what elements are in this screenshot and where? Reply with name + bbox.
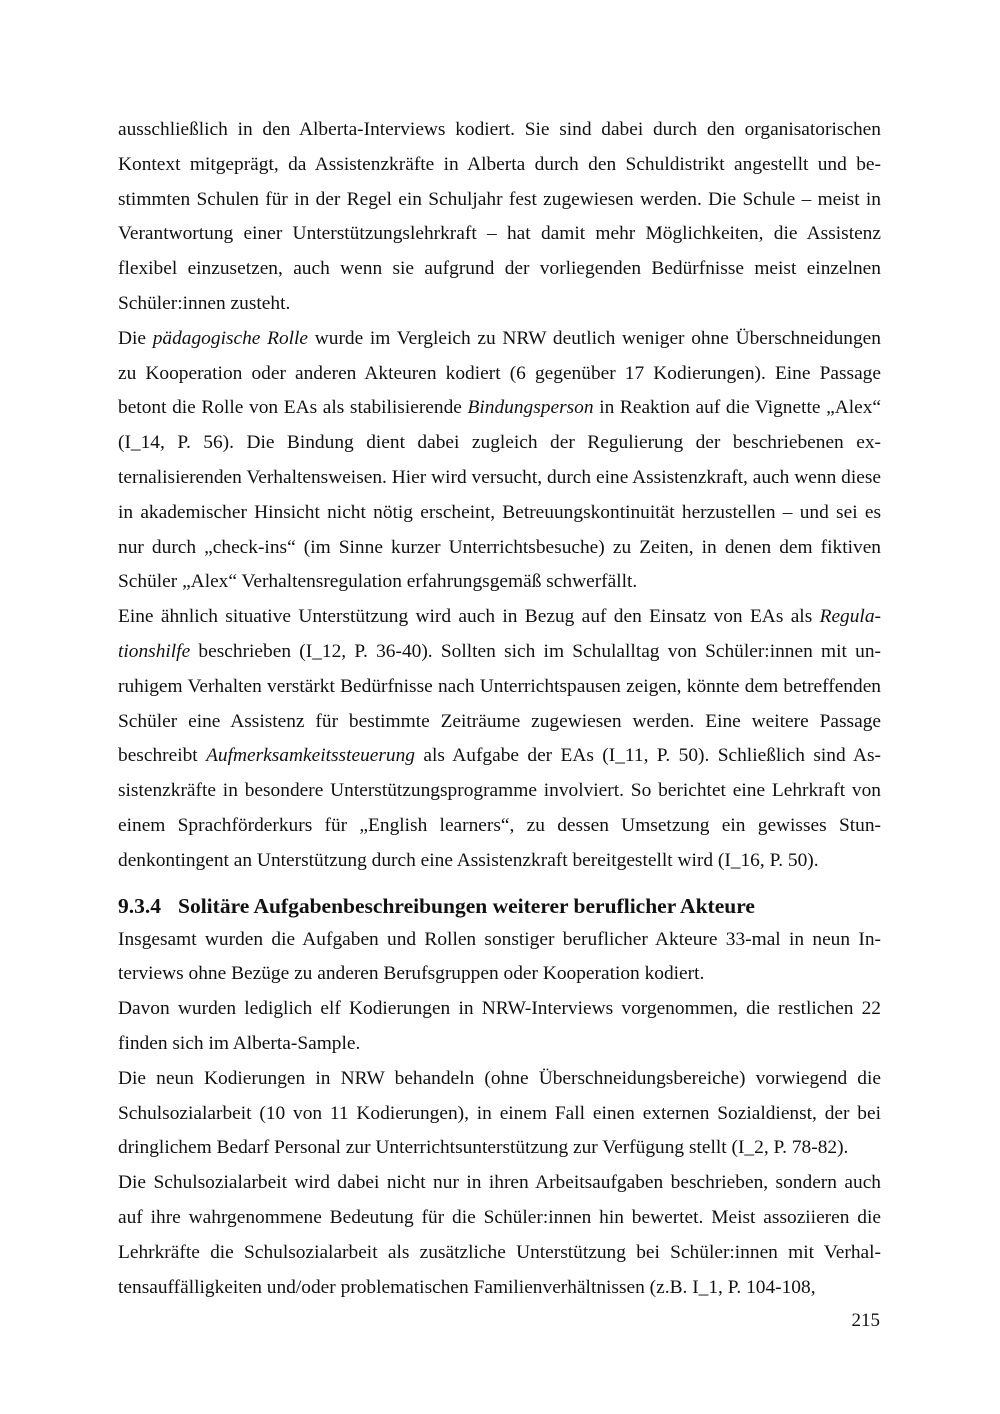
paragraph <box>118 600 881 878</box>
emphasis: Regulationshilfe <box>118 606 881 662</box>
section-title: Solitäre Aufgabenbeschreibungen weiterer beruflicher Akteure <box>178 893 755 918</box>
paragraph: Die Schulsozialarbeit wird dabei nicht nur in ihren Arbeitsaufgaben beschrieben, sondern auch auf ihre wahrgenommene Bedeutung für die Schüler:innen hin bewertet. Meist assoziieren die Lehrkräfte die Schulsozialarbeit als zusätzliche Unterstützung bei Schüler:innen mit Verhaltensauffälligkeiten und/oder problematischen Familienverhältnissen (z.B. I_1, P. 104-108, <box>118 1172 881 1298</box>
text-run: als Aufgabe der EAs (I_11, P. 50). Schließlich sind Assistenzkräfte in besondere Unterstützungsprogramme involviert. So berichtet eine Lehrkraft von einem Sprachförderkurs für „English learners“, zu dessen Umsetzung ein gewisses Stundenkontingent an Unterstützung durch eine Assistenzkraft bereitgestellt wird (I_16, P. 50). <box>118 745 881 871</box>
paragraph <box>118 322 881 600</box>
text-run: beschrieben (I_12, P. 36-40). Sollten sich im Schulalltag von Schüler:innen mit unruhigem Verhalten verstärkt Bedürfnisse nach Unterrichtspausen zeigen, könnte dem betreffenden Schüler eine Assistenz für bestimmte Zeiträume zugewiesen werden. Eine weitere Passage beschreibt <box>118 640 881 767</box>
paragraph: Die neun Kodierungen in NRW behandeln (ohne Überschneidungsbereiche) vorwiegend die Schulsozialarbeit (10 von 11 Kodierungen), in einem Fall einen externen Sozialdienst, der bei dringlichem Bedarf Personal zur Unterrichtsunterstützung zur Verfügung stellt (I_2, P. 78-82). <box>118 1067 881 1159</box>
section-number: 9.3.4 <box>118 893 161 918</box>
paragraph: ausschließlich in den Alberta-Interviews kodiert. Sie sind dabei durch den organisatorischen Kontext mitgeprägt, da Assistenzkräfte in Alberta durch den Schuldistrikt angestellt und bestimmten Schulen für in der Regel ein Schuljahr fest zugewiesen werden. Die Schule – meist in Verantwortung einer Unterstützungslehrkraft – hat damit mehr Möglichkeiten, die Assistenz flexibel einzusetzen, auch wenn sie aufgrund der vorliegenden Bedürfnisse meist einzelnen Schüler:innen zusteht. <box>118 119 881 314</box>
section-heading <box>118 889 881 923</box>
emphasis: Aufmerksamkeitssteuerung <box>206 745 416 767</box>
text-run: wurde im Vergleich zu NRW deutlich weniger ohne Überschneidungen zu Kooperation oder anderen Akteuren kodiert (6 gegenüber 17 Kodierungen). Eine Passage betont die Rolle von EAs als stabilisierende <box>118 327 881 419</box>
text-run: Die <box>118 327 153 349</box>
document-page <box>118 113 881 1305</box>
text-run: in Reaktion auf die Vignette „Alex“ (I_14, P. 56). Die Bindung dient dabei zugleich der Regulierung der beschriebenen externalisierenden Verhaltensweisen. Hier wird versucht, durch eine Assistenzkraft, auch wenn diese in akademischer Hinsicht nicht nötig erscheint, Betreuungskontinuität herzustellen – und sei es nur durch „check-ins“ (im Sinne kurzer Unterrichtsbesuche) zu Zeiten, in denen dem fiktiven Schüler „Alex“ Verhaltensregulation erfahrungsgemäß schwerfällt. <box>118 397 881 593</box>
emphasis: Bindungsperson <box>467 397 594 419</box>
emphasis: pädagogische Rolle <box>152 327 309 349</box>
text-run: Eine ähnlich situative Unterstützung wird auch in Bezug auf den Einsatz von EAs als <box>118 606 820 628</box>
paragraph: Insgesamt wurden die Aufgaben und Rollen sonstiger beruflicher Akteure 33-mal in neun Interviews ohne Bezüge zu anderen Berufsgruppen oder Kooperation kodiert. <box>118 928 881 985</box>
page-number: 215 <box>851 1310 880 1331</box>
paragraph: Davon wurden lediglich elf Kodierungen in NRW-Interviews vorgenommen, die restlichen 22 finden sich im Alberta-Sample. <box>118 998 881 1054</box>
